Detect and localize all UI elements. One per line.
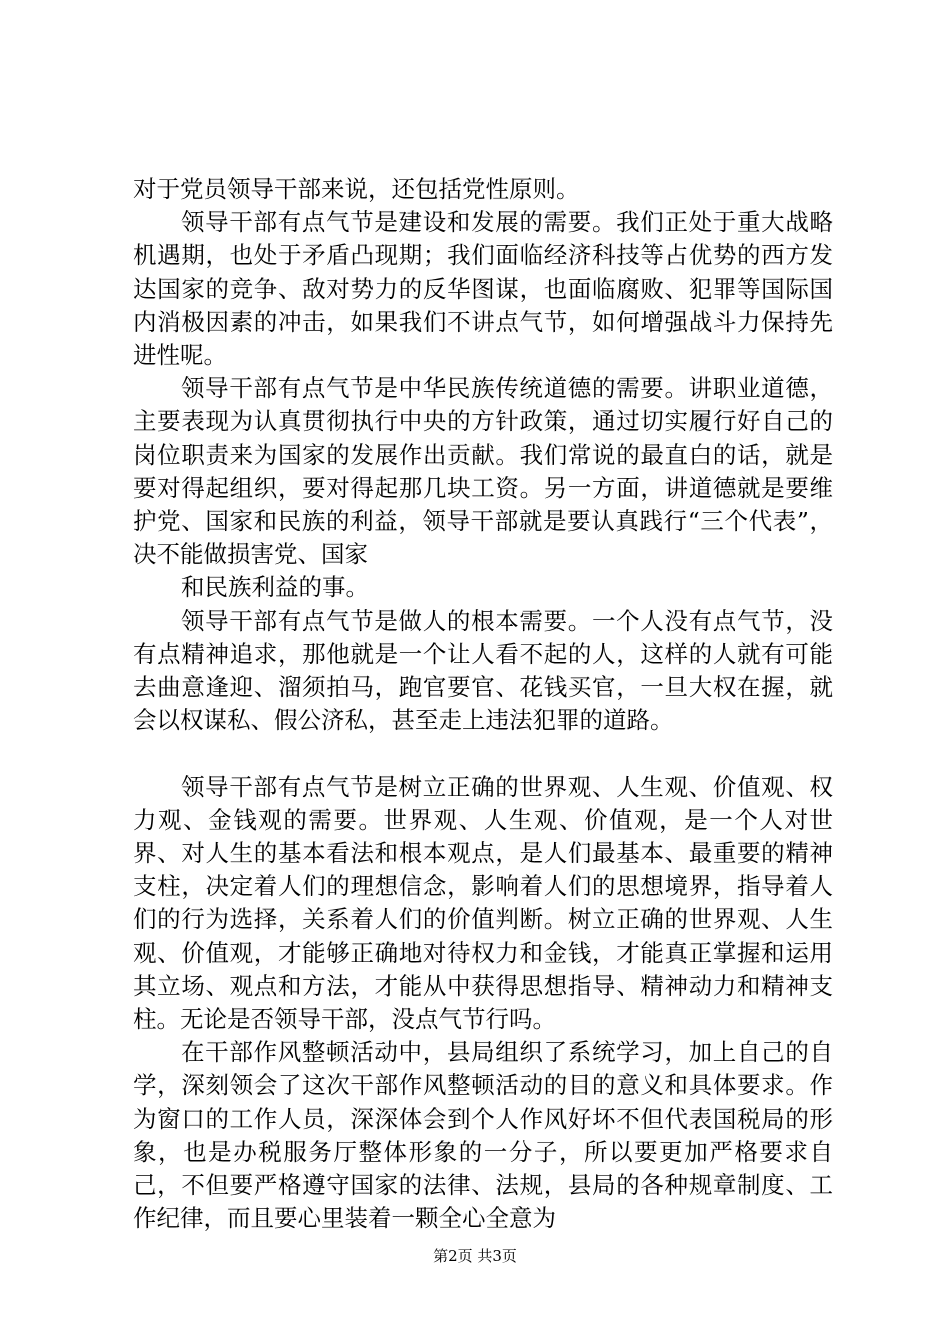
paragraph: 对于党员领导干部来说，还包括党性原则。 (133, 175, 580, 203)
paragraph: 领导干部有点气节是建设和发展的需要。我们正处于重大战略机遇期，也处于矛盾凸现期；我们面临经济科技等占优势的西方发达国家的竞争、敌对势力的反华图谋，也面临腐败、犯罪等国际国内消极因素的冲击，如果我们不讲点气节，如何增强战斗力保持先进性呢。 (133, 208, 833, 370)
paragraph: 领导干部有点气节是做人的根本需要。一个人没有点气节，没有点精神追求，那他就是一个让人看不起的人，这样的人就有可能去曲意逢迎、溜须拍马，跑官要官、花钱买官，一旦大权在握，就会以权谋私、假公济私，甚至走上违法犯罪的道路。 (133, 606, 833, 735)
document-body (133, 173, 833, 1235)
paragraph: 和民族利益的事。 (181, 573, 369, 602)
blank-line (133, 737, 833, 770)
paragraph: 领导干部有点气节是中华民族传统道德的需要。讲职业道德，主要表现为认真贯彻执行中央的方针政策，通过切实履行好自己的岗位职责来为国家的发展作出贡献。我们常说的最直白的话，就是要对得起组织，要对得起那几块工资。另一方面，讲道德就是要维护党、国家和民族的利益，领导干部就是要认真践行“三个代表”，决不能做损害党、国家 (133, 374, 833, 569)
page-footer: 第2页 共3页 (433, 1247, 517, 1265)
paragraph: 在干部作风整顿活动中，县局组织了系统学习，加上自己的自学，深刻领会了这次干部作风整顿活动的目的意义和具体要求。作为窗口的工作人员，深深体会到个人作风好坏不但代表国税局的形象，也是办税服务厅整体形象的一分子，所以要更加严格要求自己，不但要严格遵守国家的法律、法规，县局的各种规章制度、工作纪律，而且要心里装着一颗全心全意为 (133, 1038, 833, 1233)
paragraph: 领导干部有点气节是树立正确的世界观、人生观、价值观、权力观、金钱观的需要。世界观、人生观、价值观，是一个人对世界、对人生的基本看法和根本观点，是人们最基本、最重要的精神支柱，决定着人们的理想信念，影响着人们的思想境界，指导着人们的行为选择，关系着人们的价值判断。树立正确的世界观、人生观、价值观，才能够正确地对待权力和金钱，才能真正掌握和运用其立场、观点和方法，才能从中获得思想指导、精神动力和精神支柱。无论是否领导干部，没点气节行吗。 (133, 772, 833, 1034)
